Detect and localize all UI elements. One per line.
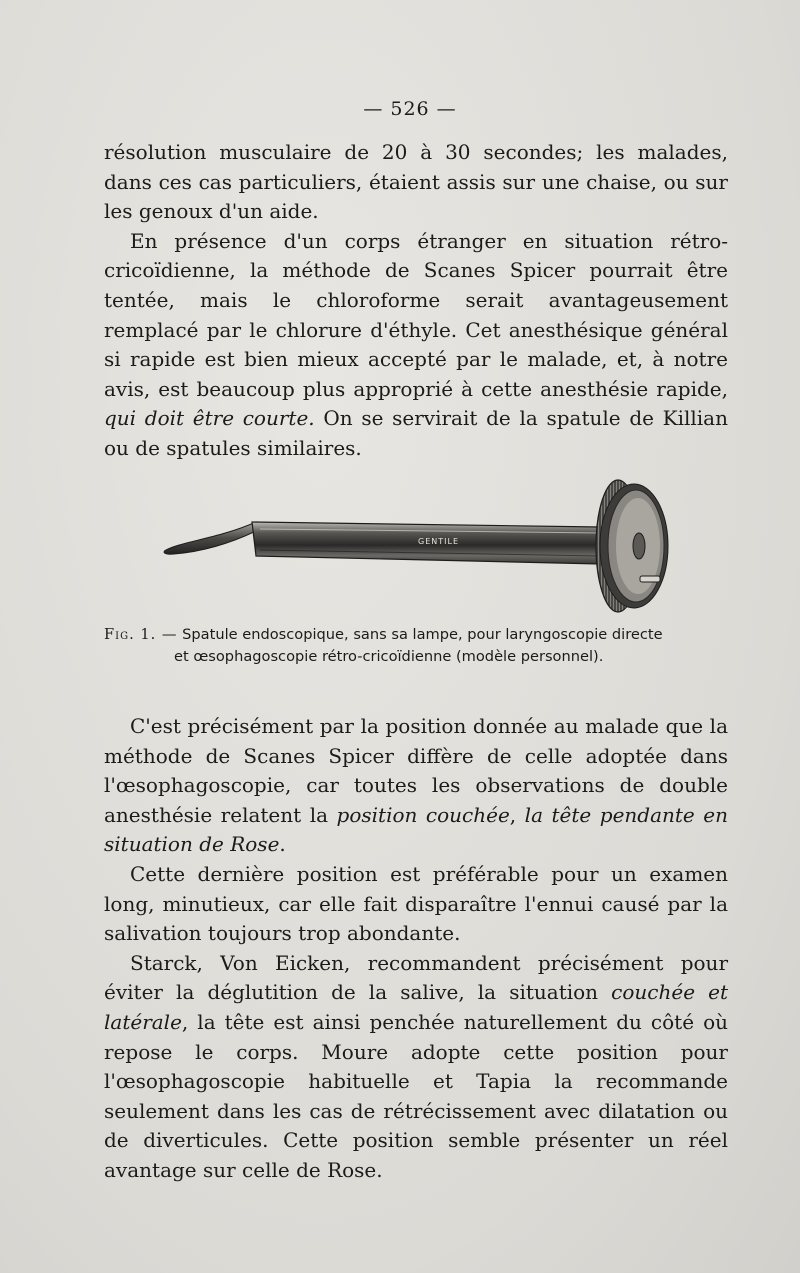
page-number: — 526 —: [363, 98, 457, 120]
caption-text: Spatule endoscopique, sans sa lampe, pour laryngoscopie directe: [182, 626, 663, 643]
punctuation: ,: [509, 802, 517, 827]
paragraph: [104, 227, 728, 464]
paragraph: [104, 949, 728, 1186]
paragraph-text: On se servirait de la spatule de Killian ou de spatules similaires.: [104, 406, 728, 460]
engraving-text: GENTILE: [418, 537, 459, 546]
spatula-illustration: [160, 478, 680, 618]
paragraph: [104, 712, 728, 860]
caption-line: et œsophagoscopie rétro-cricoïdienne (modèle personnel).: [174, 648, 604, 665]
emphasis-text: position couchée: [336, 802, 510, 827]
emphasis-text: couchée et latérale: [104, 980, 728, 1034]
emphasis-text: qui doit être courte.: [104, 406, 315, 431]
punctuation: .: [279, 832, 286, 857]
paragraph-text: , la tête est ainsi penchée naturellement du côté où repose le corps. Moure adopte cette position pour l'œsophagoscopie habituelle et Tapia la recommande seulement dans les cas de rétrécissement avec dilatation ou de diverticules. Cette position semble présenter un réel avantage sur celle de Rose.: [104, 1009, 728, 1182]
figure-caption: [104, 624, 734, 668]
text-block-top: [104, 138, 728, 464]
text-block-bottom: [104, 712, 728, 1186]
caption-line: [104, 624, 734, 646]
paragraph-text: C'est précisément par la position donnée au malade que la méthode de Scanes Spicer diffère de celle adoptée dans l'œsophagoscopie, car toutes les observations de double anesthésie relatent la: [104, 714, 728, 827]
paragraph: résolution musculaire de 20 à 30 secondes; les malades, dans ces cas particuliers, étaient assis sur une chaise, ou sur les genoux d'un aide.: [104, 140, 728, 224]
emphasis-text: la tête pendante en situation de Rose: [104, 802, 729, 857]
paragraph-text: Starck, Von Eicken, recommandent précisément pour éviter la déglutition de la salive, la situation: [104, 950, 728, 1005]
paragraph: Cette dernière position est préférable pour un examen long, minutieux, car elle fait disparaître l'ennui causé par la salivation toujours trop abondante.: [104, 861, 728, 946]
paragraph-text: En présence d'un corps étranger en situation rétro-cricoïdienne, la méthode de Scanes Spicer pourrait être tentée, mais le chloroforme serait avantageusement remplacé par le chlorure d'éthyle. Cet anesthésique général si rapide est bien mieux accepté par le malade, et, à notre avis, est beaucoup plus approprié à cette anesthésie rapide,: [104, 228, 728, 401]
figure-spatula: [160, 478, 680, 618]
figure-label: Fig. 1. —: [104, 626, 178, 643]
